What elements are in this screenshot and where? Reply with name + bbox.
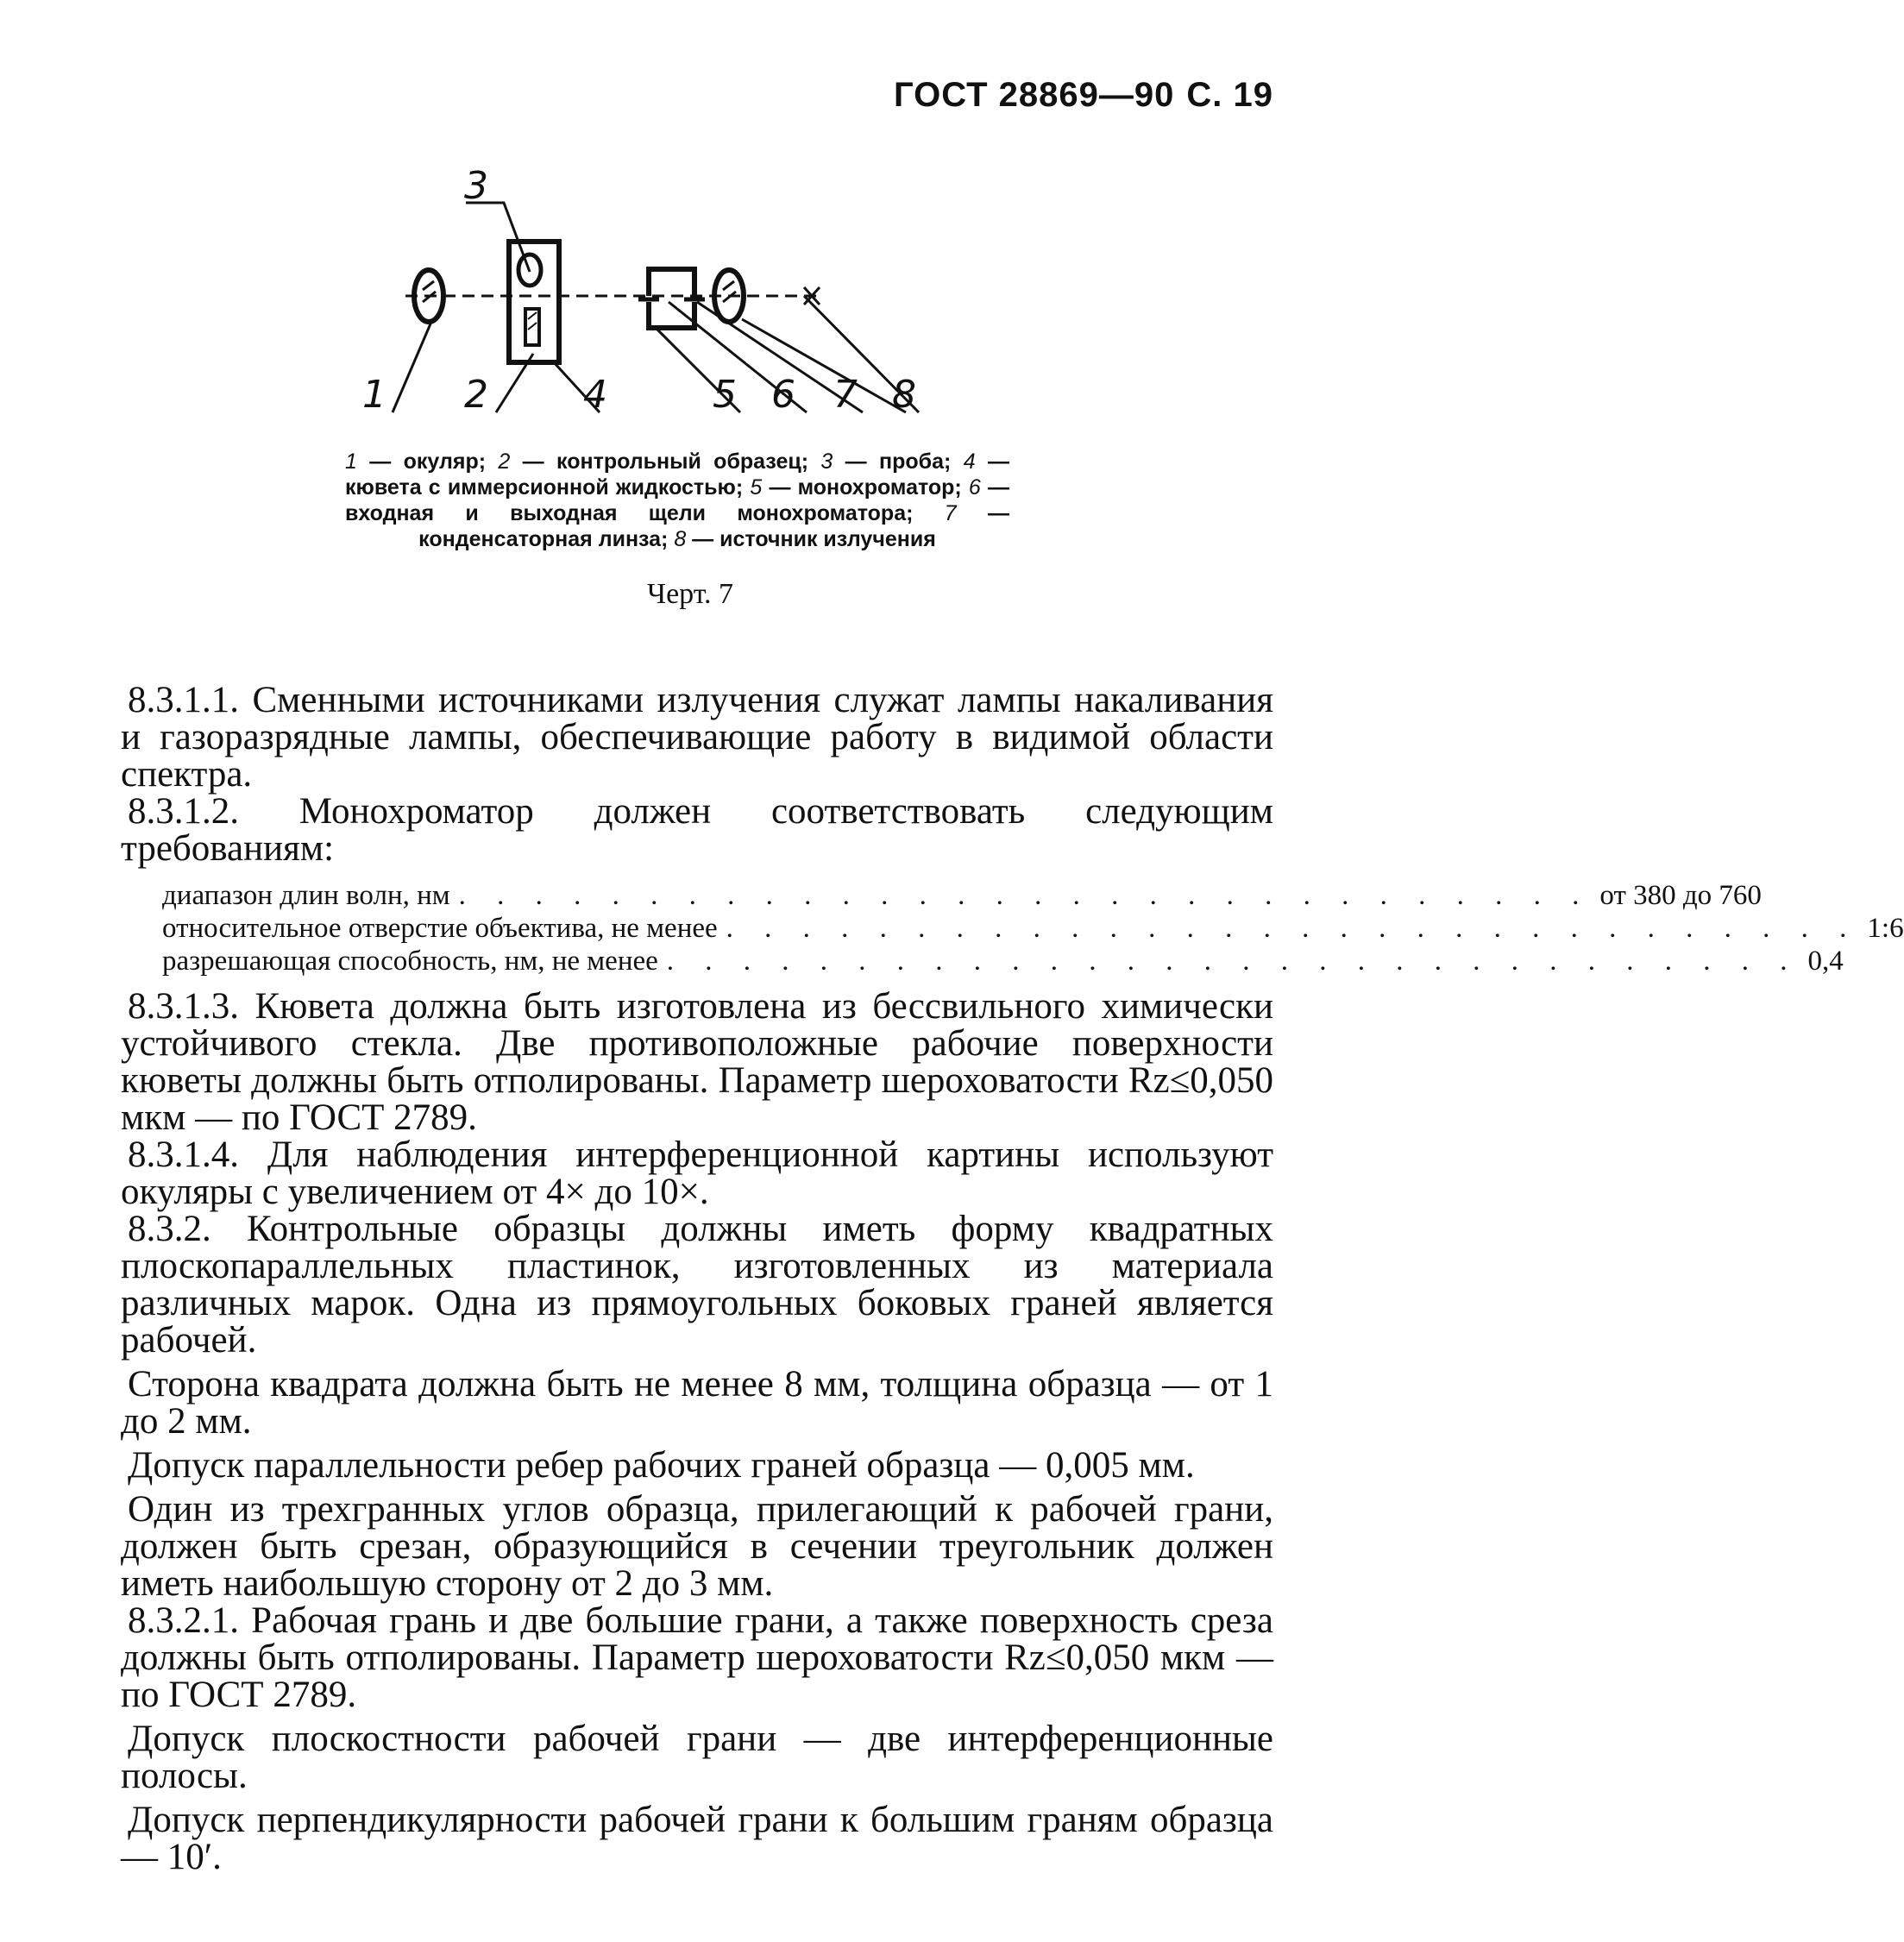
- caption-num: 4: [963, 449, 976, 474]
- spec-value: от 380 до 760: [1599, 880, 1762, 911]
- spec-label: диапазон длин волн, нм: [162, 880, 450, 911]
- paragraph: Допуск перпендикулярности рабочей грани к большим граням образца — 10′.: [121, 1800, 1273, 1877]
- label-4: 4: [583, 373, 607, 417]
- spec-label: разрешающая способность, нм, не менее: [162, 946, 658, 977]
- figure-title: Черт. 7: [646, 578, 734, 610]
- caption-num: 7: [944, 501, 957, 525]
- spec-row: [162, 912, 1904, 945]
- caption-text: — кювета с иммерсионной жидкостью;: [345, 449, 1009, 500]
- paragraph: 8.3.1.3. Кювета должна быть изготовлена из бессвильного химически устойчивого стекла. Две противоположные рабочие поверхности кюветы должны быть отполированы. Параметр шероховатости Rz≤0,050 мкм — по ГОСТ 2789.: [121, 986, 1273, 1138]
- label-6: 6: [771, 373, 795, 417]
- standard-number: ГОСТ 28869—90: [893, 76, 1175, 114]
- caption-num: 5: [750, 475, 763, 500]
- caption-num: 3: [820, 449, 833, 474]
- caption-num: 1: [345, 449, 357, 474]
- page-number: С. 19: [1186, 76, 1273, 114]
- label-3: 3: [464, 164, 488, 208]
- spec-table: [162, 879, 1904, 977]
- caption-text: — входная и выходная щели монохроматора;: [345, 475, 1009, 525]
- spec-row: [162, 945, 1844, 977]
- caption-num: 8: [674, 527, 687, 551]
- caption-text: — источник излучения: [686, 527, 936, 551]
- caption-num: 2: [498, 449, 511, 474]
- paragraph: 8.3.2.1. Рабочая грань и две большие грани, а также поверхность среза должны быть отполированы. Параметр шероховатости Rz≤0,050 мкм — по ГОСТ 2789.: [121, 1600, 1273, 1715]
- caption-text: — окуляр;: [356, 449, 499, 474]
- label-8: 8: [892, 373, 916, 417]
- paragraph: 8.3.1.1. Сменными источниками излучения служат лампы накаливания и газоразрядные лампы, обеспечивающие работу в видимой области спектра.: [121, 680, 1273, 795]
- spec-value: 0,4: [1807, 946, 1844, 977]
- leader-dots: . . . . . . . . . . . . . . . . . . . . . . . . . . . . . .: [666, 946, 1800, 977]
- paragraph: Допуск плоскостности рабочей грани — две интерференционные полосы.: [121, 1719, 1273, 1796]
- leader-dots: . . . . . . . . . . . . . . . . . . . . . . . . . . . . . .: [458, 880, 1592, 911]
- paragraph: Один из трехгранных углов образца, прилегающий к рабочей грани, должен быть срезан, образующийся в сечении треугольник должен иметь наибольшую сторону от 2 до 3 мм.: [121, 1489, 1273, 1604]
- paragraph: Допуск параллельности ребер рабочих граней образца — 0,005 мм.: [128, 1445, 1195, 1486]
- paragraph: Сторона квадрата должна быть не менее 8 мм, толщина образца — от 1 до 2 мм.: [121, 1364, 1273, 1442]
- spec-row: [162, 879, 1762, 912]
- caption-text: — монохроматор;: [762, 475, 969, 500]
- optical-scheme-diagram: [0, 0, 1380, 449]
- spec-label: относительное отверстие объектива, не менее: [162, 913, 718, 944]
- caption-text: — проба;: [833, 449, 964, 474]
- figure-caption: [345, 449, 1009, 552]
- caption-num: 6: [968, 475, 981, 500]
- label-1: 1: [362, 373, 386, 417]
- label-2: 2: [464, 373, 488, 417]
- spec-value: 1:6: [1867, 913, 1904, 944]
- caption-text: — контрольный образец;: [510, 449, 821, 474]
- caption-text: — конденсаторная линза;: [418, 501, 1009, 551]
- label-7: 7: [833, 373, 858, 417]
- monochromator-top: [649, 269, 694, 296]
- leader-dots: . . . . . . . . . . . . . . . . . . . . . . . . . . . . . .: [726, 913, 1859, 944]
- paragraph: 8.3.1.4. Для наблюдения интерференционной картины используют окуляры с увеличением от 4× до 10×.: [121, 1134, 1273, 1212]
- body-text: [121, 680, 1904, 1877]
- label-5: 5: [713, 373, 737, 417]
- paragraph: 8.3.2. Контрольные образцы должны иметь форму квадратных плоскопараллельных пластинок, изготовленных из материала различных марок. Одна из прямоугольных боковых граней является рабочей.: [121, 1209, 1273, 1361]
- paragraph: 8.3.1.2. Монохроматор должен соответствовать следующим требованиям:: [121, 791, 1273, 869]
